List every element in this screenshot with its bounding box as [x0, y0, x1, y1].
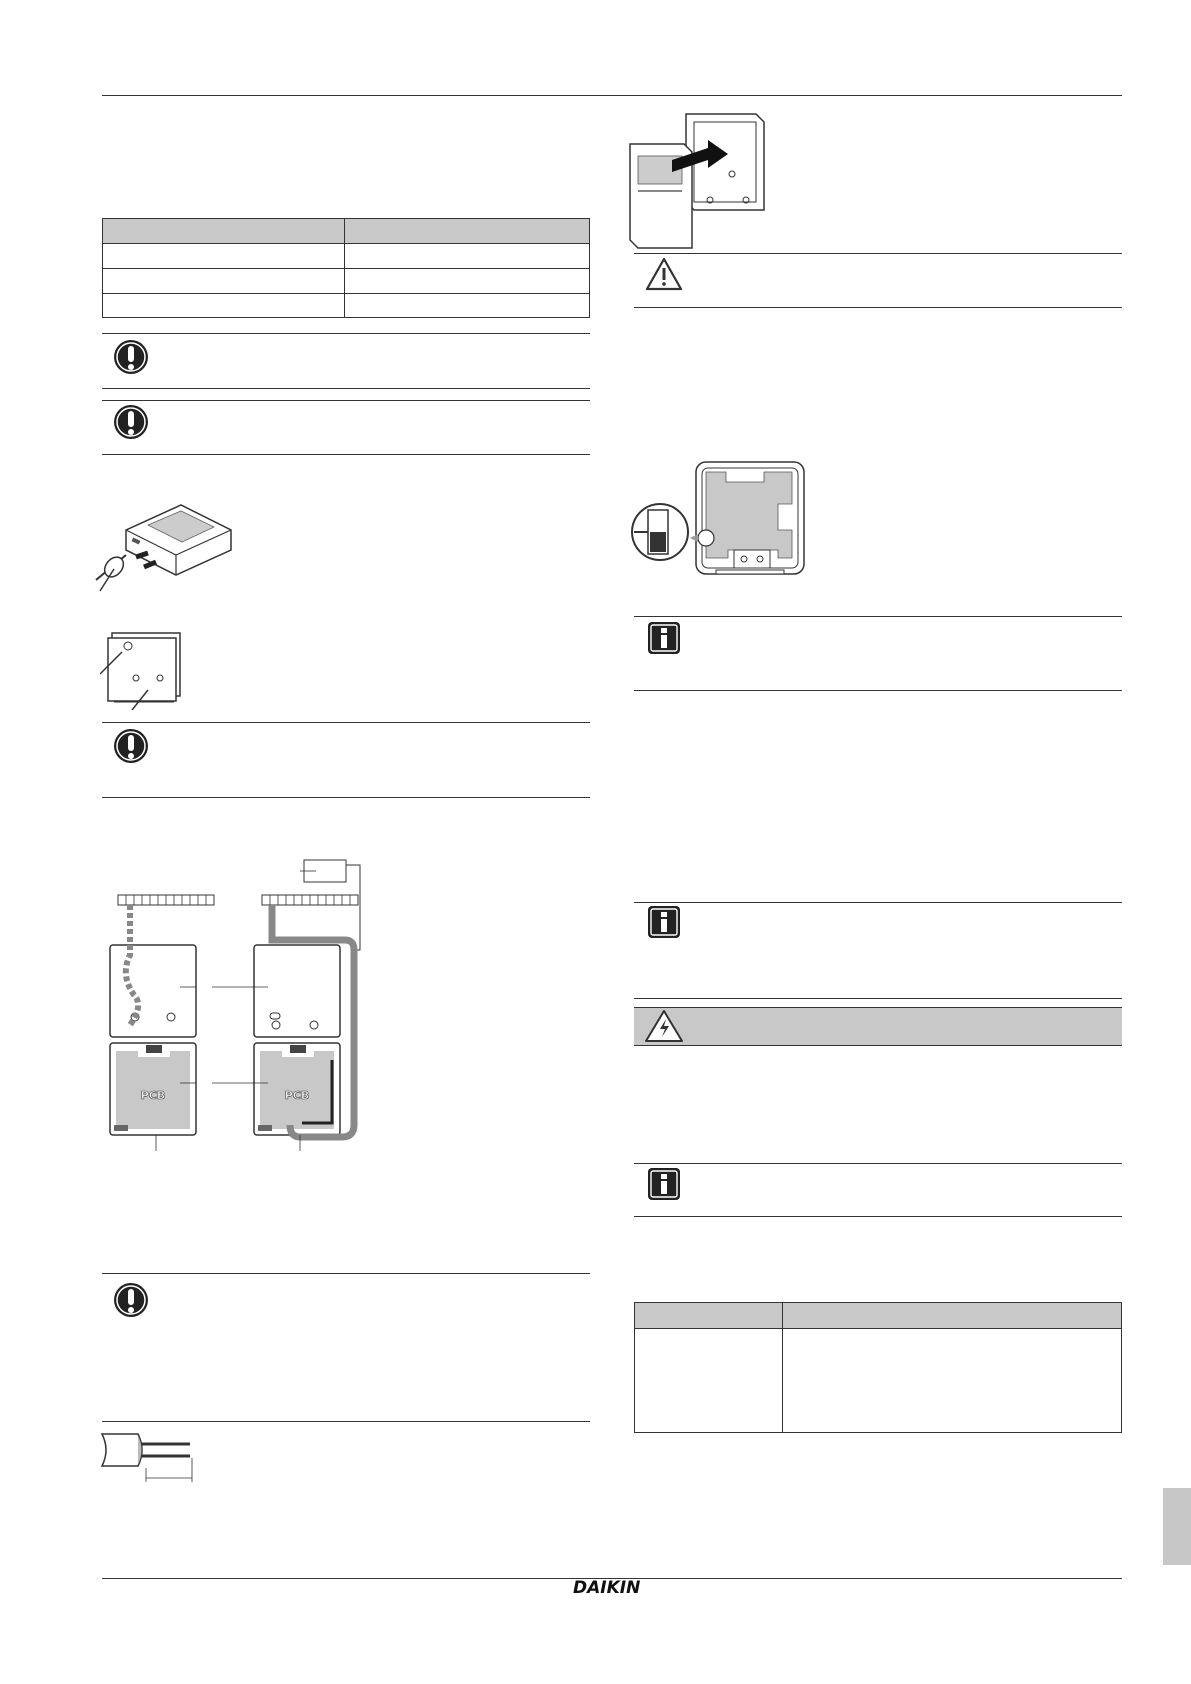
notice-rule	[102, 722, 590, 723]
warning-triangle-icon	[644, 256, 684, 292]
svg-text:DAIKIN: DAIKIN	[573, 1578, 641, 1598]
danger-banner	[634, 1007, 1122, 1046]
info-rule	[634, 690, 1122, 691]
pcb-switch-figure	[630, 458, 810, 578]
pcb-label: PCB	[284, 1089, 310, 1102]
notice-rule	[102, 1273, 590, 1274]
exclamation-circle-icon	[112, 337, 150, 379]
notice-rule	[102, 333, 590, 334]
info-rule	[634, 1216, 1122, 1217]
daikin-logo	[573, 1576, 651, 1598]
notice-rule	[102, 1421, 590, 1422]
remote-controller-opening-figure	[86, 495, 236, 595]
info-rule	[634, 616, 1122, 617]
wiring-pcb-figure	[100, 855, 370, 1155]
warning-rule	[634, 307, 1122, 308]
info-square-icon	[647, 1167, 681, 1201]
info-square-icon	[647, 905, 681, 939]
section-side-tab	[1163, 1488, 1191, 1565]
electric-shock-icon	[644, 1009, 684, 1043]
pcb-label: PCB	[140, 1089, 166, 1102]
spec-table-left	[102, 218, 590, 318]
back-box-mounting-figure	[100, 630, 185, 710]
info-rule	[634, 1163, 1122, 1164]
notice-rule	[102, 400, 590, 401]
exclamation-circle-icon	[112, 402, 150, 444]
info-rule	[634, 998, 1122, 999]
notice-rule	[102, 797, 590, 798]
exclamation-circle-icon	[112, 726, 150, 768]
warning-rule	[634, 253, 1122, 254]
info-rule	[634, 902, 1122, 903]
header-rule	[102, 95, 1122, 96]
info-square-icon	[647, 621, 681, 655]
cable-strip-length-figure	[100, 1428, 210, 1484]
controller-attach-figure	[628, 110, 768, 250]
spec-table-right	[634, 1302, 1122, 1433]
notice-rule	[102, 454, 590, 455]
notice-rule	[102, 388, 590, 389]
exclamation-circle-icon	[112, 1280, 150, 1322]
